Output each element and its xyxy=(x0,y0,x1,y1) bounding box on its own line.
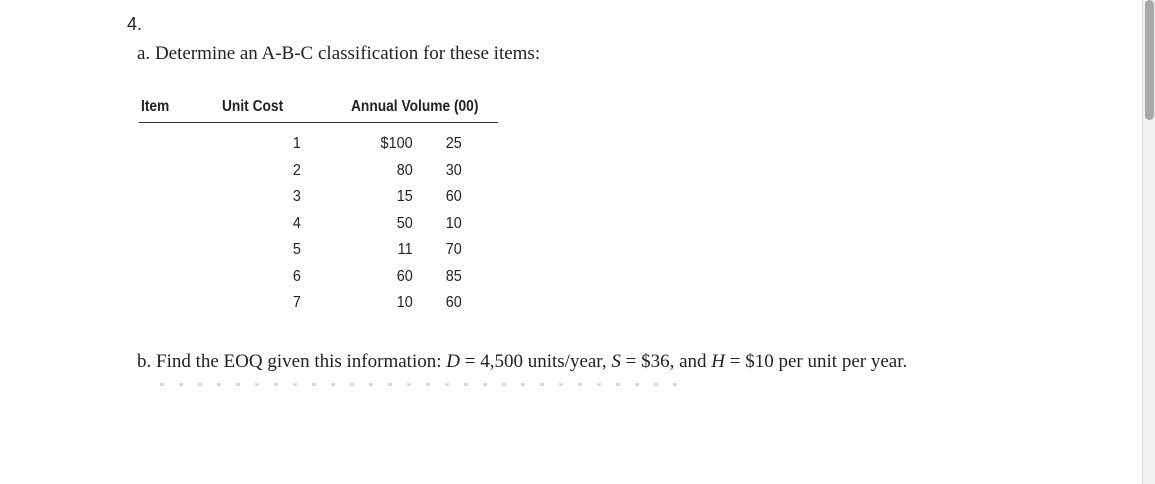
cell-annual-volume: 70 xyxy=(445,241,462,258)
cell-item: 3 xyxy=(292,188,301,205)
cell-unit-cost: 60 xyxy=(396,267,413,285)
cell-annual-volume: 30 xyxy=(445,161,462,179)
question-number: 4. xyxy=(127,14,143,34)
part-a-label: a. xyxy=(137,43,151,64)
vertical-scrollbar[interactable] xyxy=(1142,0,1155,484)
cell-annual-volume: 85 xyxy=(445,267,462,285)
part-b-label: b. xyxy=(137,351,152,372)
part-b-prompt xyxy=(137,351,907,373)
cell-item: 7 xyxy=(292,294,301,311)
cell-item: 4 xyxy=(292,214,301,232)
cell-item: 1 xyxy=(292,135,301,152)
cell-item: 5 xyxy=(292,241,301,258)
table-row xyxy=(139,162,498,189)
cell-item: 2 xyxy=(292,161,301,179)
cell-unit-cost: 15 xyxy=(396,188,413,205)
table-row xyxy=(139,215,498,242)
table-row xyxy=(139,188,498,215)
cell-unit-cost: 10 xyxy=(396,294,413,311)
cropped-text-remnant xyxy=(160,383,690,386)
table-row xyxy=(139,268,498,295)
var-d: D xyxy=(446,351,460,372)
part-b-text: Find the EOQ given this information: xyxy=(156,351,442,372)
header-unit-cost: Unit Cost xyxy=(222,98,284,115)
cell-annual-volume: 25 xyxy=(445,135,462,152)
var-s: S xyxy=(611,351,621,372)
part-a-prompt xyxy=(137,43,540,65)
cell-annual-volume: 10 xyxy=(445,214,462,232)
cell-item: 6 xyxy=(292,267,301,285)
table-body xyxy=(139,135,498,321)
cell-annual-volume: 60 xyxy=(445,294,462,311)
cell-unit-cost: 50 xyxy=(396,214,413,232)
value-s: = $36, and xyxy=(620,351,707,372)
table-row xyxy=(139,135,498,162)
cell-unit-cost: 11 xyxy=(398,241,413,258)
var-h: H xyxy=(711,351,726,372)
value-d: = 4,500 units/year, xyxy=(460,351,607,372)
cell-unit-cost: 80 xyxy=(396,161,413,179)
table-row xyxy=(139,294,498,321)
cell-annual-volume: 60 xyxy=(445,188,462,205)
scrollbar-thumb[interactable] xyxy=(1145,0,1154,120)
value-h: = $10 per unit per year. xyxy=(725,351,908,372)
cell-unit-cost: $100 xyxy=(380,135,413,152)
table-row xyxy=(139,241,498,268)
header-item: Item xyxy=(141,98,170,115)
table-header xyxy=(139,96,498,123)
header-annual-volume: Annual Volume (00) xyxy=(351,98,479,115)
part-a-text: Determine an A-B-C classification for these items: xyxy=(154,43,541,64)
